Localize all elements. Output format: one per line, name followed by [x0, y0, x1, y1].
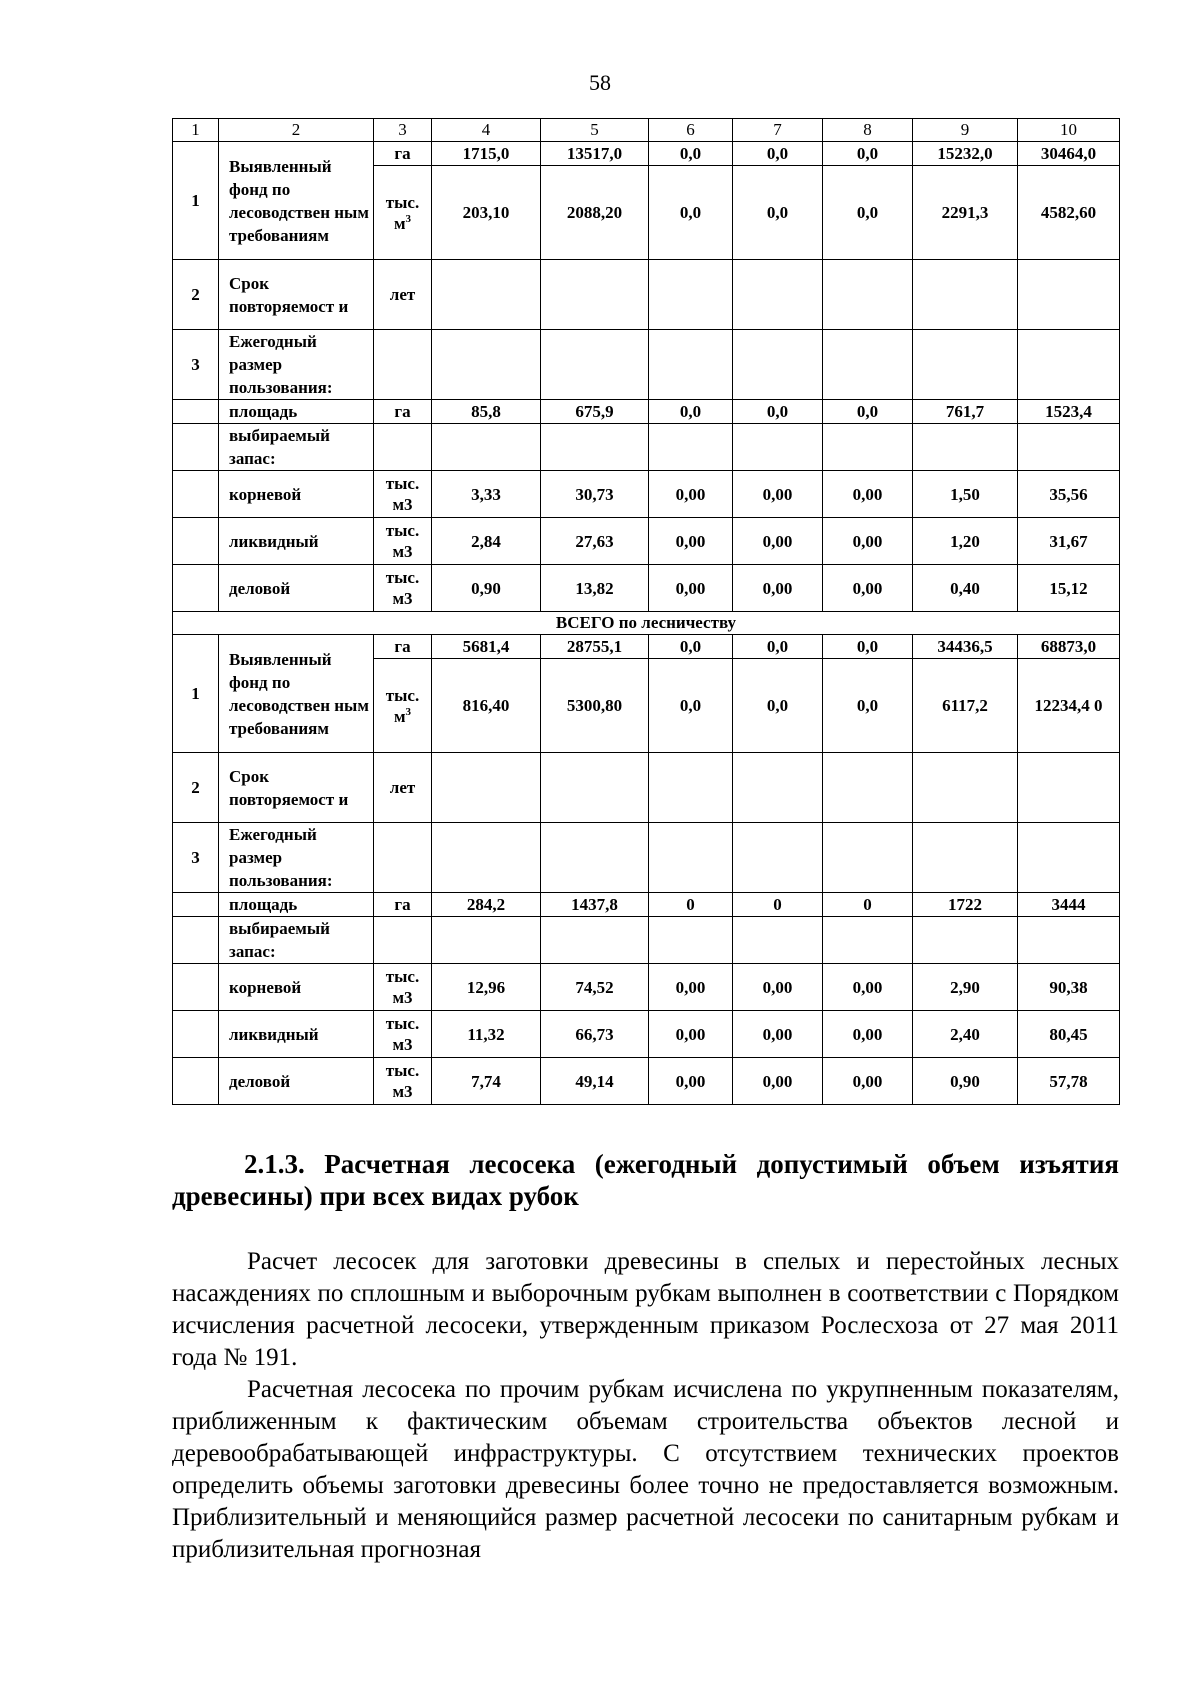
value-cell: 0,0: [649, 635, 733, 659]
value-cell: 0,0: [823, 635, 913, 659]
table-row: [173, 823, 1120, 893]
value-cell: 0,0: [823, 142, 913, 166]
row-label: Срок повторяемост и: [219, 260, 374, 330]
empty-cell: [374, 330, 432, 400]
empty-cell: [541, 917, 649, 964]
empty-cell: [173, 424, 219, 471]
row-number: 2: [173, 753, 219, 823]
value-cell: 0: [733, 893, 823, 917]
empty-cell: [432, 424, 541, 471]
value-cell: 6117,2: [913, 659, 1018, 753]
row-number: 2: [173, 260, 219, 330]
page-number: 58: [589, 70, 611, 95]
value-cell: 28755,1: [541, 635, 649, 659]
value-cell: 0,00: [733, 471, 823, 518]
table-row: [173, 893, 1120, 917]
value-cell: 90,38: [1018, 964, 1120, 1011]
value-cell: 11,32: [432, 1011, 541, 1058]
row-number: 3: [173, 330, 219, 400]
empty-cell: [173, 917, 219, 964]
section-title: ВСЕГО по лесничеству: [173, 612, 1120, 635]
value-cell: 284,2: [432, 893, 541, 917]
value-cell: 2291,3: [913, 166, 1018, 260]
row-label: выбираемый запас:: [219, 424, 374, 471]
empty-cell: [432, 753, 541, 823]
empty-cell: [374, 917, 432, 964]
column-header: 1: [173, 119, 219, 142]
value-cell: 0,0: [823, 166, 913, 260]
table-row: [173, 330, 1120, 400]
table-row: [173, 1058, 1120, 1105]
empty-cell: [913, 823, 1018, 893]
empty-cell: [173, 964, 219, 1011]
value-cell: 30464,0: [1018, 142, 1120, 166]
empty-cell: [432, 917, 541, 964]
value-cell: 0,0: [733, 166, 823, 260]
paragraph: Расчет лесосек для заготовки древесины в спелых и перестойных лесных насаждениях по сплошным и выборочным рубкам выполнен в соответствии с Порядком исчисления расчетной лесосеки, утвержденным приказом Рослесхоза от 27 мая 2011 года № 191.: [172, 1248, 1119, 1371]
value-cell: 761,7: [913, 400, 1018, 424]
value-cell: 31,67: [1018, 518, 1120, 565]
unit-cell: тыс. м3: [374, 565, 432, 612]
empty-cell: [913, 753, 1018, 823]
empty-cell: [1018, 917, 1120, 964]
value-cell: 7,74: [432, 1058, 541, 1105]
unit-cell: га: [374, 635, 432, 659]
section-title-row: [173, 612, 1120, 635]
value-cell: 34436,5: [913, 635, 1018, 659]
row-label: площадь: [219, 893, 374, 917]
value-cell: 35,56: [1018, 471, 1120, 518]
empty-cell: [173, 1058, 219, 1105]
row-label: Срок повторяемост и: [219, 753, 374, 823]
value-cell: 0,00: [823, 964, 913, 1011]
unit-cell: тыс. $м^3$: [374, 166, 432, 260]
row-label: корневой: [219, 964, 374, 1011]
value-cell: 1715,0: [432, 142, 541, 166]
empty-cell: [649, 823, 733, 893]
empty-cell: [733, 753, 823, 823]
value-cell: 0: [823, 893, 913, 917]
row-label: Ежегодный размер пользования:: [219, 823, 374, 893]
column-number-row: [173, 119, 1120, 142]
value-cell: 0,0: [733, 400, 823, 424]
value-cell: 0,00: [823, 1058, 913, 1105]
unit-cell: тыс. м3: [374, 1011, 432, 1058]
row-label: деловой: [219, 565, 374, 612]
value-cell: 0,00: [649, 1011, 733, 1058]
section-heading: 2.1.3. Расчетная лесосека (ежегодный допустимый объем изъятия древесины) при всех видах рубок: [172, 1149, 1119, 1211]
table-row: [173, 424, 1120, 471]
empty-cell: [541, 753, 649, 823]
row-label: ликвидный: [219, 518, 374, 565]
empty-cell: [823, 424, 913, 471]
value-cell: 0,90: [432, 565, 541, 612]
empty-cell: [1018, 753, 1120, 823]
value-cell: 3,33: [432, 471, 541, 518]
empty-cell: [823, 753, 913, 823]
empty-cell: [432, 330, 541, 400]
value-cell: 0,00: [649, 964, 733, 1011]
unit-cell: тыс. м3: [374, 518, 432, 565]
value-cell: 1,50: [913, 471, 1018, 518]
unit-cell: тыс. $м^3$: [374, 659, 432, 753]
table-row: [173, 1011, 1120, 1058]
empty-cell: [913, 917, 1018, 964]
empty-cell: [173, 565, 219, 612]
empty-cell: [374, 424, 432, 471]
value-cell: 2088,20: [541, 166, 649, 260]
row-label: корневой: [219, 471, 374, 518]
empty-cell: [374, 823, 432, 893]
row-number: 1: [173, 142, 219, 260]
empty-cell: [173, 471, 219, 518]
unit-cell: лет: [374, 753, 432, 823]
column-header: 2: [219, 119, 374, 142]
column-header: 3: [374, 119, 432, 142]
empty-cell: [649, 330, 733, 400]
value-cell: 0,0: [733, 635, 823, 659]
empty-cell: [1018, 260, 1120, 330]
column-header: 8: [823, 119, 913, 142]
empty-cell: [541, 330, 649, 400]
value-cell: 85,8: [432, 400, 541, 424]
table-row: [173, 142, 1120, 166]
value-cell: 0,00: [733, 1058, 823, 1105]
value-cell: 1,20: [913, 518, 1018, 565]
row-label: выбираемый запас:: [219, 917, 374, 964]
empty-cell: [432, 823, 541, 893]
column-header: 5: [541, 119, 649, 142]
empty-cell: [733, 917, 823, 964]
value-cell: 74,52: [541, 964, 649, 1011]
empty-cell: [913, 330, 1018, 400]
value-cell: 0,00: [649, 518, 733, 565]
value-cell: 0,00: [823, 1011, 913, 1058]
column-header: 4: [432, 119, 541, 142]
value-cell: 5681,4: [432, 635, 541, 659]
value-cell: 2,84: [432, 518, 541, 565]
table-row: [173, 917, 1120, 964]
table-row: [173, 964, 1120, 1011]
table-row: [173, 635, 1120, 659]
value-cell: 27,63: [541, 518, 649, 565]
logging-data-table: [172, 118, 1120, 1105]
row-label: ликвидный: [219, 1011, 374, 1058]
unit-cell: га: [374, 893, 432, 917]
table-row: [173, 518, 1120, 565]
empty-cell: [649, 424, 733, 471]
empty-cell: [649, 917, 733, 964]
value-cell: 13517,0: [541, 142, 649, 166]
value-cell: 203,10: [432, 166, 541, 260]
row-label: Ежегодный размер пользования:: [219, 330, 374, 400]
value-cell: 0,00: [823, 518, 913, 565]
value-cell: 15,12: [1018, 565, 1120, 612]
table-row: [173, 753, 1120, 823]
empty-cell: [733, 823, 823, 893]
value-cell: 0,00: [733, 964, 823, 1011]
value-cell: 3444: [1018, 893, 1120, 917]
value-cell: 66,73: [541, 1011, 649, 1058]
row-label: Выявленный фонд по лесоводствен ным требованиям: [219, 635, 374, 753]
empty-cell: [823, 330, 913, 400]
empty-cell: [823, 823, 913, 893]
table-row: [173, 260, 1120, 330]
row-label: деловой: [219, 1058, 374, 1105]
empty-cell: [173, 400, 219, 424]
value-cell: 0,0: [649, 166, 733, 260]
empty-cell: [541, 424, 649, 471]
value-cell: 0,00: [733, 518, 823, 565]
value-cell: 0,0: [733, 142, 823, 166]
column-header: 10: [1018, 119, 1120, 142]
value-cell: 0,0: [823, 659, 913, 753]
empty-cell: [823, 917, 913, 964]
value-cell: 49,14: [541, 1058, 649, 1105]
value-cell: 2,40: [913, 1011, 1018, 1058]
value-cell: 30,73: [541, 471, 649, 518]
empty-cell: [173, 1011, 219, 1058]
value-cell: 0,00: [649, 471, 733, 518]
column-header: 7: [733, 119, 823, 142]
row-number: 3: [173, 823, 219, 893]
paragraph: Расчетная лесосека по прочим рубкам исчислена по укрупненным показателям, приближенным к фактическим объемам строительства объектов лесной и деревообрабатывающей инфраструктуры. С отсутствием технических проектов определить объемы заготовки древесины более точно не предоставляется возможным. Приблизительный и меняющийся размер расчетной лесосеки по санитарным рубкам и приблизительная прогнозная: [172, 1376, 1119, 1563]
value-cell: 12,96: [432, 964, 541, 1011]
value-cell: 816,40: [432, 659, 541, 753]
value-cell: 0,00: [649, 1058, 733, 1105]
section-body: [172, 1246, 1119, 1566]
value-cell: 4582,60: [1018, 166, 1120, 260]
value-cell: 15232,0: [913, 142, 1018, 166]
value-cell: 0,0: [733, 659, 823, 753]
table-row: [173, 471, 1120, 518]
empty-cell: [173, 893, 219, 917]
empty-cell: [649, 260, 733, 330]
value-cell: 1523,4: [1018, 400, 1120, 424]
empty-cell: [541, 823, 649, 893]
value-cell: 0,40: [913, 565, 1018, 612]
empty-cell: [1018, 330, 1120, 400]
value-cell: 0,00: [649, 565, 733, 612]
value-cell: 12234,4 0: [1018, 659, 1120, 753]
empty-cell: [823, 260, 913, 330]
empty-cell: [649, 753, 733, 823]
table-row: [173, 400, 1120, 424]
value-cell: 0,00: [733, 1011, 823, 1058]
value-cell: 0,0: [649, 659, 733, 753]
value-cell: 1722: [913, 893, 1018, 917]
value-cell: 0,0: [649, 142, 733, 166]
unit-cell: лет: [374, 260, 432, 330]
value-cell: 0,0: [823, 400, 913, 424]
value-cell: 80,45: [1018, 1011, 1120, 1058]
value-cell: 68873,0: [1018, 635, 1120, 659]
row-number: 1: [173, 635, 219, 753]
empty-cell: [913, 424, 1018, 471]
unit-cell: га: [374, 400, 432, 424]
unit-cell: га: [374, 142, 432, 166]
table-row: [173, 565, 1120, 612]
unit-cell: тыс. м3: [374, 1058, 432, 1105]
value-cell: 0: [649, 893, 733, 917]
value-cell: 675,9: [541, 400, 649, 424]
empty-cell: [1018, 424, 1120, 471]
empty-cell: [733, 424, 823, 471]
value-cell: 0,0: [649, 400, 733, 424]
value-cell: 13,82: [541, 565, 649, 612]
value-cell: 0,00: [823, 565, 913, 612]
empty-cell: [173, 518, 219, 565]
empty-cell: [733, 330, 823, 400]
value-cell: 57,78: [1018, 1058, 1120, 1105]
value-cell: 2,90: [913, 964, 1018, 1011]
column-header: 9: [913, 119, 1018, 142]
empty-cell: [432, 260, 541, 330]
empty-cell: [913, 260, 1018, 330]
row-label: Выявленный фонд по лесоводствен ным требованиям: [219, 142, 374, 260]
value-cell: 0,90: [913, 1058, 1018, 1105]
empty-cell: [541, 260, 649, 330]
value-cell: 1437,8: [541, 893, 649, 917]
unit-cell: тыс. м3: [374, 964, 432, 1011]
row-label: площадь: [219, 400, 374, 424]
value-cell: 0,00: [733, 565, 823, 612]
value-cell: 5300,80: [541, 659, 649, 753]
empty-cell: [733, 260, 823, 330]
column-header: 6: [649, 119, 733, 142]
empty-cell: [1018, 823, 1120, 893]
unit-cell: тыс. м3: [374, 471, 432, 518]
value-cell: 0,00: [823, 471, 913, 518]
